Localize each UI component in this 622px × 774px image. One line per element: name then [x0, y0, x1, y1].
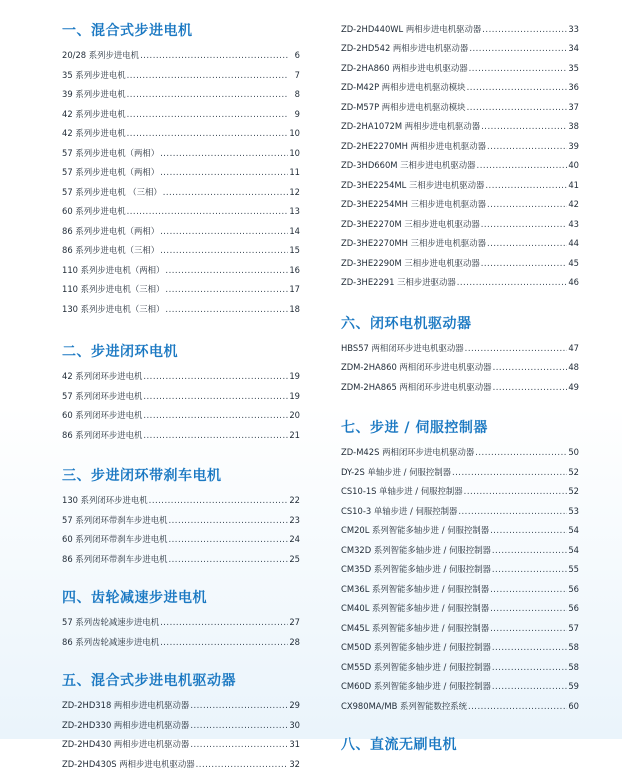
toc-page-number: 13 — [289, 202, 300, 222]
dot-leader — [475, 443, 567, 463]
toc-page-number: 14 — [289, 222, 300, 242]
dot-leader — [190, 735, 288, 755]
toc-entry[interactable] — [62, 633, 300, 653]
toc-page-number: 33 — [568, 20, 579, 40]
toc-entry[interactable] — [341, 176, 579, 196]
toc-entry[interactable] — [341, 339, 579, 359]
toc-entry[interactable] — [341, 215, 579, 235]
dot-leader — [127, 202, 288, 222]
dot-leader — [481, 215, 567, 235]
section-heading: 八、直流无刷电机 — [341, 734, 457, 756]
dot-leader — [140, 46, 288, 66]
toc-page-number: 56 — [568, 599, 579, 619]
toc-entry[interactable] — [62, 406, 300, 426]
toc-page-number: 48 — [568, 358, 579, 378]
toc-page-number: 32 — [289, 755, 300, 774]
toc-page-number: 37 — [568, 98, 579, 118]
toc-entry[interactable] — [62, 696, 300, 716]
toc-page-number: 45 — [568, 254, 579, 274]
dot-leader — [464, 482, 567, 502]
toc-page-number: 22 — [289, 491, 300, 511]
section-heading: 一、混合式步进电机 — [62, 20, 193, 42]
toc-page-number: 49 — [568, 378, 579, 398]
toc-page-number: 60 — [568, 697, 579, 717]
toc-entry[interactable] — [341, 273, 579, 293]
dot-leader — [492, 560, 567, 580]
toc-entry-title: CS10-3 单轴步进 / 伺服控制器 — [341, 502, 457, 522]
toc-entry-title: 110 系列步进电机（三相） — [62, 280, 164, 300]
toc-entry-title: ZD-2HA1072M 两相步进电机驱动器 — [341, 117, 480, 137]
toc-entry-title: 42 系列步进电机 — [62, 105, 126, 125]
section-heading: 七、步进 / 伺服控制器 — [341, 417, 488, 439]
toc-entry-title: ZD-M42S 两相闭环步进电机驱动器 — [341, 443, 474, 463]
toc-entry[interactable] — [341, 560, 579, 580]
toc-page-number: 16 — [289, 261, 300, 281]
toc-page-number: 28 — [289, 633, 300, 653]
toc-entry-title: CM36L 系列智能多轴步进 / 伺服控制器 — [341, 580, 489, 600]
toc-page-number: 29 — [289, 696, 300, 716]
toc-page-number: 23 — [289, 511, 300, 531]
toc-entry[interactable] — [62, 144, 300, 164]
toc-entry[interactable] — [341, 358, 579, 378]
toc-entry-title: CM45L 系列智能多轴步进 / 伺服控制器 — [341, 619, 489, 639]
toc-entry[interactable] — [62, 613, 300, 633]
toc-entry-title: ZD-M42P 两相步进电机驱动模块 — [341, 78, 466, 98]
toc-entry[interactable] — [341, 39, 579, 59]
toc-entry[interactable] — [62, 222, 300, 242]
toc-entry-title: CM32D 系列智能多轴步进 / 伺服控制器 — [341, 541, 491, 561]
toc-entry-title: ZD-2HD430S 两相步进电机驱动器 — [62, 755, 195, 774]
dot-leader — [165, 261, 288, 281]
toc-entry-title: CM40L 系列智能多轴步进 / 伺服控制器 — [341, 599, 489, 619]
toc-entry-title: ZD-3HE2254MH 三相步进电机驱动器 — [341, 195, 486, 215]
toc-page-number: 43 — [568, 215, 579, 235]
toc-page-number: 39 — [568, 137, 579, 157]
dot-leader — [127, 124, 288, 144]
toc-entry[interactable] — [341, 98, 579, 118]
dot-leader — [165, 280, 288, 300]
toc-entry[interactable] — [341, 195, 579, 215]
dot-leader — [143, 426, 288, 446]
toc-page-number: 6 — [289, 46, 300, 66]
toc-entry-title: 86 系列闭环带刹车步进电机 — [62, 550, 167, 570]
dot-leader — [493, 378, 567, 398]
toc-entry[interactable] — [341, 156, 579, 176]
toc-entry[interactable] — [62, 755, 300, 774]
dot-leader — [165, 300, 288, 320]
dot-leader — [127, 66, 288, 86]
toc-page-number: 41 — [568, 176, 579, 196]
toc-entry[interactable] — [341, 234, 579, 254]
toc-entry-title: 57 系列闭环带刹车步进电机 — [62, 511, 167, 531]
toc-entry-title: ZDM-2HA865 两相闭环步进电机驱动器 — [341, 378, 492, 398]
toc-page-number: 52 — [568, 482, 579, 502]
toc-entry-title: 57 系列齿轮减速步进电机 — [62, 613, 159, 633]
toc-entry[interactable] — [341, 619, 579, 639]
toc-page-number: 35 — [568, 59, 579, 79]
toc-entry-title: 86 系列步进电机（三相） — [62, 241, 159, 261]
toc-entry-title: CM55D 系列智能多轴步进 / 伺服控制器 — [341, 658, 491, 678]
toc-entry-title: CM50D 系列智能多轴步进 / 伺服控制器 — [341, 638, 491, 658]
toc-page-number: 18 — [289, 300, 300, 320]
toc-entry[interactable] — [341, 117, 579, 137]
toc-entry[interactable] — [341, 502, 579, 522]
dot-leader — [482, 20, 567, 40]
toc-entry[interactable] — [341, 443, 579, 463]
toc-entry[interactable] — [341, 463, 579, 483]
toc-entry[interactable] — [62, 66, 300, 86]
toc-entry-title: ZD-M57P 两相步进电机驱动模块 — [341, 98, 466, 118]
toc-entry-title: 57 系列步进电机（两相） — [62, 144, 159, 164]
toc-page-number: 30 — [289, 716, 300, 736]
toc-page-number: 19 — [289, 387, 300, 407]
toc-page-number: 55 — [568, 560, 579, 580]
dot-leader — [487, 195, 567, 215]
toc-page-number: 12 — [289, 183, 300, 203]
toc-entry-title: ZD-2HD440WL 两相步进电机驱动器 — [341, 20, 481, 40]
toc-entry-title: CM20L 系列智能多轴步进 / 伺服控制器 — [341, 521, 489, 541]
toc-entry[interactable] — [62, 163, 300, 183]
toc-page-number: 54 — [568, 521, 579, 541]
dot-leader — [457, 273, 567, 293]
toc-entry-title: ZD-2HD318 两相步进电机驱动器 — [62, 696, 189, 716]
toc-entry-title: ZD-2HD430 两相步进电机驱动器 — [62, 735, 189, 755]
toc-entry-title: 60 系列闭环步进电机 — [62, 406, 142, 426]
toc-entry-title: ZD-3HE2270M 三相步进电机驱动器 — [341, 215, 480, 235]
toc-page-number: 59 — [568, 677, 579, 697]
toc-page-number: 56 — [568, 580, 579, 600]
toc-entry-title: ZD-2HE2270MH 两相步进电机驱动器 — [341, 137, 486, 157]
dot-leader — [493, 358, 567, 378]
dot-leader — [190, 696, 288, 716]
dot-leader — [492, 677, 567, 697]
dot-leader — [452, 463, 567, 483]
toc-page-number: 44 — [568, 234, 579, 254]
section-heading: 三、步进闭环带刹车电机 — [62, 465, 222, 487]
toc-entry[interactable] — [62, 511, 300, 531]
toc-page-number: 42 — [568, 195, 579, 215]
dot-leader — [458, 502, 567, 522]
toc-entry-title: 60 系列步进电机 — [62, 202, 126, 222]
toc-entry[interactable] — [62, 261, 300, 281]
toc-entry-title: ZD-3HE2291 三相步进驱动器 — [341, 273, 456, 293]
toc-entry-title: ZD-3HE2270MH 三相步进电机驱动器 — [341, 234, 486, 254]
toc-page-number: 11 — [289, 163, 300, 183]
dot-leader — [190, 716, 288, 736]
toc-entry-title: 130 系列闭环步进电机 — [62, 491, 148, 511]
toc-entry[interactable] — [341, 482, 579, 502]
toc-page-number: 7 — [289, 66, 300, 86]
dot-leader — [160, 144, 288, 164]
toc-entry[interactable] — [62, 550, 300, 570]
section-heading: 四、齿轮减速步进电机 — [62, 587, 207, 609]
dot-leader — [481, 117, 567, 137]
dot-leader — [149, 491, 288, 511]
toc-entry-title: 57 系列闭环步进电机 — [62, 387, 142, 407]
toc-entry-title: ZD-2HD542 两相步进电机驱动器 — [341, 39, 468, 59]
dot-leader — [468, 697, 567, 717]
toc-entry[interactable] — [62, 300, 300, 320]
toc-page-number: 9 — [289, 105, 300, 125]
dot-leader — [492, 658, 567, 678]
dot-leader — [143, 387, 288, 407]
toc-page-number: 31 — [289, 735, 300, 755]
toc-entry[interactable] — [341, 20, 579, 40]
dot-leader — [469, 39, 567, 59]
toc-entry-title: 57 系列步进电机（两相） — [62, 163, 159, 183]
dot-leader — [487, 137, 567, 157]
toc-entry-title: 86 系列齿轮减速步进电机 — [62, 633, 159, 653]
toc-page-number: 54 — [568, 541, 579, 561]
toc-entry-title: 86 系列步进电机（两相） — [62, 222, 159, 242]
dot-leader — [487, 234, 567, 254]
toc-entry[interactable] — [341, 599, 579, 619]
toc-entry[interactable] — [62, 367, 300, 387]
toc-entry-title: 42 系列闭环步进电机 — [62, 367, 142, 387]
toc-entry-title: 86 系列闭环步进电机 — [62, 426, 142, 446]
toc-entry-title: 35 系列步进电机 — [62, 66, 126, 86]
toc-entry-title: CS10-1S 单轴步进 / 伺服控制器 — [341, 482, 463, 502]
toc-page-number: 34 — [568, 39, 579, 59]
dot-leader — [127, 105, 288, 125]
toc-page-number: 57 — [568, 619, 579, 639]
toc-entry[interactable] — [341, 378, 579, 398]
toc-entry[interactable] — [341, 59, 579, 79]
toc-entry[interactable] — [62, 280, 300, 300]
toc-page-number: 20 — [289, 406, 300, 426]
toc-entry[interactable] — [341, 254, 579, 274]
dot-leader — [160, 613, 288, 633]
toc-entry[interactable] — [341, 697, 579, 717]
dot-leader — [490, 580, 567, 600]
toc-entry[interactable] — [62, 716, 300, 736]
toc-entry-title: 130 系列步进电机（三相） — [62, 300, 164, 320]
toc-entry-title: ZD-3HE2290M 三相步进电机驱动器 — [341, 254, 480, 274]
toc-entry-title: 20/28 系列步进电机 — [62, 46, 139, 66]
dot-leader — [168, 530, 288, 550]
toc-entry[interactable] — [62, 491, 300, 511]
toc-page-number: 10 — [289, 144, 300, 164]
toc-page-number: 52 — [568, 463, 579, 483]
dot-leader — [481, 254, 567, 274]
toc-page-number: 47 — [568, 339, 579, 359]
toc-entry[interactable] — [62, 85, 300, 105]
toc-entry[interactable] — [62, 46, 300, 66]
toc-entry[interactable] — [341, 638, 579, 658]
toc-page-number: 25 — [289, 550, 300, 570]
toc-entry-title: 110 系列步进电机（两相） — [62, 261, 164, 281]
dot-leader — [485, 176, 567, 196]
toc-entry[interactable] — [341, 521, 579, 541]
toc-page-number: 10 — [289, 124, 300, 144]
toc-entry[interactable] — [341, 541, 579, 561]
toc-entry[interactable] — [62, 183, 300, 203]
toc-page-number: 38 — [568, 117, 579, 137]
toc-entry[interactable] — [62, 105, 300, 125]
toc-entry-title: 57 系列步进电机 （三相） — [62, 183, 162, 203]
toc-entry-title: ZD-2HD330 两相步进电机驱动器 — [62, 716, 189, 736]
section-heading: 二、步进闭环电机 — [62, 341, 178, 363]
dot-leader — [196, 755, 288, 774]
toc-entry[interactable] — [341, 137, 579, 157]
toc-page-number: 36 — [568, 78, 579, 98]
dot-leader — [465, 339, 567, 359]
dot-leader — [163, 183, 288, 203]
toc-page-number: 50 — [568, 443, 579, 463]
dot-leader — [127, 85, 288, 105]
toc-entry-title: ZDM-2HA860 两相闭环步进电机驱动器 — [341, 358, 492, 378]
toc-entry[interactable] — [62, 202, 300, 222]
toc-entry-title: HBS57 两相闭环步进电机驱动器 — [341, 339, 464, 359]
toc-page-number: 17 — [289, 280, 300, 300]
dot-leader — [143, 367, 288, 387]
toc-entry[interactable] — [62, 124, 300, 144]
dot-leader — [490, 619, 567, 639]
toc-entry[interactable] — [62, 735, 300, 755]
dot-leader — [168, 550, 288, 570]
toc-page-number: 58 — [568, 658, 579, 678]
toc-entry[interactable] — [341, 78, 579, 98]
toc-entry[interactable] — [62, 530, 300, 550]
toc-entry-title: CM35D 系列智能多轴步进 / 伺服控制器 — [341, 560, 491, 580]
section-heading: 五、混合式步进电机驱动器 — [62, 670, 236, 692]
toc-entry[interactable] — [341, 677, 579, 697]
dot-leader — [143, 406, 288, 426]
dot-leader — [467, 78, 567, 98]
toc-page-number: 15 — [289, 241, 300, 261]
toc-entry[interactable] — [341, 580, 579, 600]
dot-leader — [168, 511, 288, 531]
toc-entry[interactable] — [62, 387, 300, 407]
toc-entry-title: ZD-3HD660M 三相步进电机驱动器 — [341, 156, 476, 176]
toc-entry[interactable] — [341, 658, 579, 678]
toc-entry-title: 42 系列步进电机 — [62, 124, 126, 144]
toc-page-number: 46 — [568, 273, 579, 293]
dot-leader — [160, 163, 288, 183]
toc-entry-title: ZD-2HA860 两相步进电机驱动器 — [341, 59, 468, 79]
dot-leader — [490, 521, 567, 541]
toc-entry-title: 39 系列步进电机 — [62, 85, 126, 105]
dot-leader — [160, 241, 288, 261]
toc-entry[interactable] — [62, 241, 300, 261]
toc-page-number: 24 — [289, 530, 300, 550]
section-heading: 六、闭环电机驱动器 — [341, 313, 472, 335]
dot-leader — [469, 59, 567, 79]
toc-entry[interactable] — [62, 426, 300, 446]
toc-page-number: 21 — [289, 426, 300, 446]
dot-leader — [160, 633, 288, 653]
dot-leader — [477, 156, 567, 176]
toc-page-number: 58 — [568, 638, 579, 658]
toc-page-number: 40 — [568, 156, 579, 176]
toc-entry-title: CM60D 系列智能多轴步进 / 伺服控制器 — [341, 677, 491, 697]
toc-entry-title: DY-2S 单轴步进 / 伺服控制器 — [341, 463, 451, 483]
dot-leader — [492, 638, 567, 658]
dot-leader — [492, 541, 567, 561]
toc-entry-title: 60 系列闭环带刹车步进电机 — [62, 530, 167, 550]
toc-page-number: 53 — [568, 502, 579, 522]
toc-page-number: 19 — [289, 367, 300, 387]
toc-page-number: 8 — [289, 85, 300, 105]
dot-leader — [490, 599, 567, 619]
toc-page-number: 27 — [289, 613, 300, 633]
toc-entry-title: CX980MA/MB 系列智能数控系统 — [341, 697, 467, 717]
toc-entry-title: ZD-3HE2254ML 三相步进电机驱动器 — [341, 176, 484, 196]
dot-leader — [467, 98, 567, 118]
dot-leader — [160, 222, 288, 242]
